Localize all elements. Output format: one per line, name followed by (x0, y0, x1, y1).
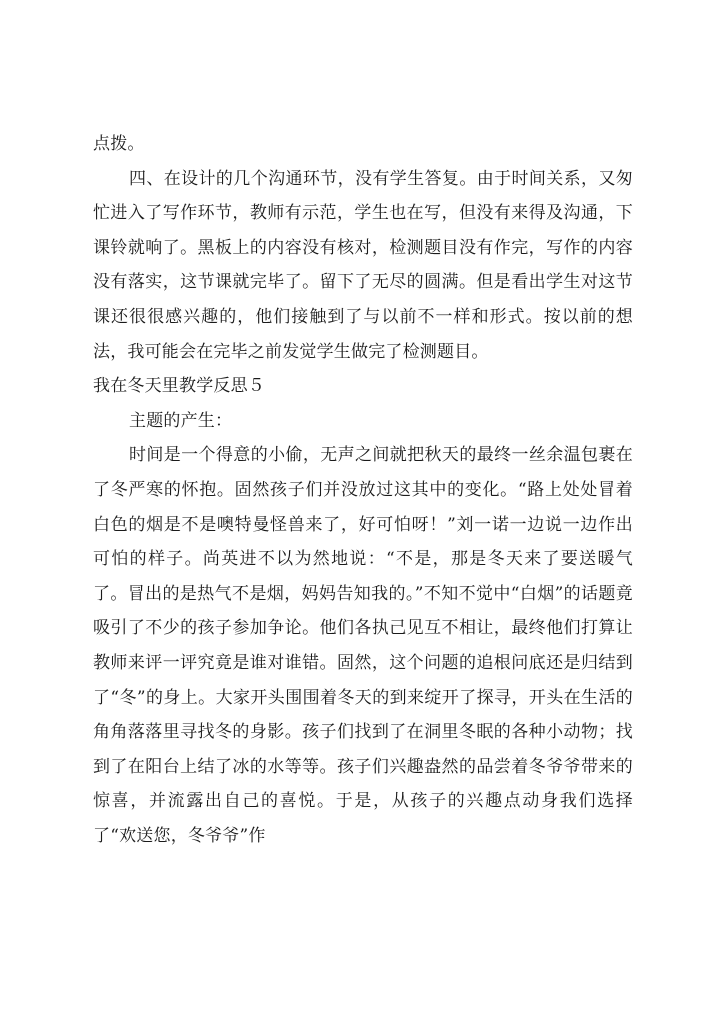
section-heading: 我在冬天里教学反思５ (93, 376, 265, 397)
paragraph-continuation: 点拨。 (93, 134, 145, 154)
paragraph-reflection-four: 四、在设计的几个沟通环节，没有学生答复。由于时间关系，又匆忙进入了写作环节，教师有示范，学生也在写，但没有来得及沟通，下课铃就响了。黑板上的内容没有核对，检测题目没有作完，写作的内容没有落实，这节课就完毕了。留下了无尽的圆满。但是看出学生对这节课还很很感兴趣的，他们接触到了与以前不一样和形式。按以前的想法，我可能会在完毕之前发觉学生做完了检测题目。 (93, 168, 633, 362)
subheading-theme-origin: 主题的产生： (129, 410, 233, 431)
paragraph-theme-story: 时间是一个得意的小偷，无声之间就把秋天的最终一丝余温包裹在了冬严寒的怀抱。固然孩子们并没放过这其中的变化。“路上处处冒着白色的烟是不是噢特曼怪兽来了，好可怕呀！”刘一诺一边说一边作出可怕的样子。尚英进不以为然地说：“不是，那是冬天来了要送暖气了。冒出的是热气不是烟，妈妈告知我的。”不知不觉中“白烟”的话题竟吸引了不少的孩子参加争论。他们各执己见互不相让，最终他们打算让教师来评一评究竟是谁对谁错。固然，这个问题的追根问底还是归结到了“冬”的身上。大家开头围围着冬天的到来绽开了探寻，开头在生活的角角落落里寻找冬的身影。孩子们找到了在洞里冬眠的各种小动物；找到了在阳台上结了冰的水等等。孩子们兴趣盎然的品尝着冬爷爷带来的惊喜，并流露出自己的喜悦。于是，从孩子的兴趣点动身我们选择了“欢送您，冬爷爷”作 (93, 445, 633, 846)
document-body (93, 127, 633, 853)
